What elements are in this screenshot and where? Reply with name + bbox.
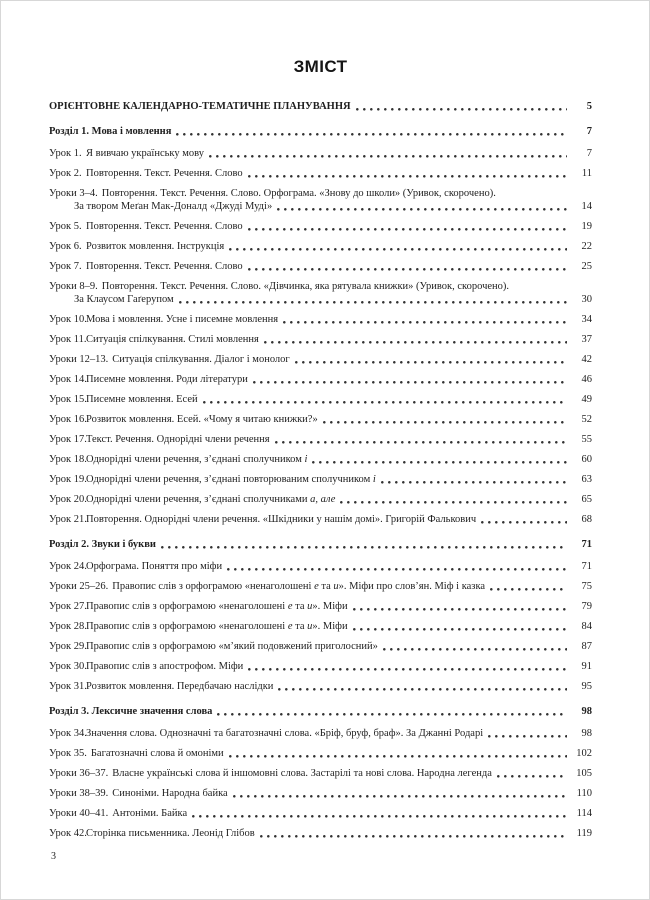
toc-line [49, 727, 592, 740]
dot-leader [227, 568, 567, 571]
lesson-label: Урок 28. [49, 621, 87, 632]
page-number: 3 [51, 851, 56, 862]
toc-line [49, 473, 592, 486]
toc-line [49, 660, 592, 673]
entry-title: Однорідні члени речення, з’єднані повторюваним сполучником і [86, 474, 376, 485]
dot-leader [353, 608, 567, 611]
toc-line [49, 280, 592, 293]
lesson-label: Уроки 36–37. [49, 768, 109, 779]
toc-line [49, 260, 592, 273]
entry-page-number: 87 [581, 641, 592, 652]
entry-title: За Клаусом Гаґерупом [74, 294, 174, 305]
dot-leader [203, 401, 567, 404]
entry-title: Текст. Речення. Однорідні члени речення [86, 434, 270, 445]
lesson-label: Уроки 25–26. [49, 581, 109, 592]
dot-leader [278, 688, 567, 691]
entry-page-number: 19 [581, 221, 592, 232]
entry-page-number: 30 [581, 294, 592, 305]
toc-line [49, 493, 592, 506]
dot-leader [192, 815, 567, 818]
entry-title: Правопис слів з орфограмою «ненаголошені е та и». Міфи [86, 621, 348, 632]
entry-title: Правопис слів з орфограмою «м’який подовжений приголосний» [86, 641, 378, 652]
toc-lesson-row [49, 147, 592, 160]
toc-line [49, 353, 592, 366]
lesson-label: Урок 7. [49, 261, 82, 272]
toc-front-row [49, 100, 592, 113]
toc-line [49, 413, 592, 426]
toc-line [49, 787, 592, 800]
toc-line [49, 453, 592, 466]
dot-leader [497, 775, 567, 778]
lesson-label: Урок 5. [49, 221, 82, 232]
dot-leader [229, 755, 567, 758]
lesson-label: Урок 1. [49, 148, 82, 159]
lesson-label: Урок 24. [49, 561, 87, 572]
entry-title: Розділ 1. Мова і мовлення [49, 126, 172, 137]
dot-leader [233, 795, 567, 798]
entry-page-number: 98 [581, 706, 592, 717]
dot-leader [283, 321, 567, 324]
toc-list [49, 100, 592, 840]
entry-title: Багатозначні слова й омоніми [90, 748, 224, 759]
dot-leader [275, 441, 567, 444]
entry-page-number: 5 [586, 101, 592, 112]
lesson-label: Урок 27. [49, 601, 87, 612]
toc-lesson-row [49, 680, 592, 693]
dot-leader [277, 208, 567, 211]
entry-title: Повторення. Текст. Речення. Слово [86, 221, 243, 232]
toc-section-row [49, 705, 592, 718]
toc-line [49, 167, 592, 180]
toc-line [49, 100, 592, 113]
entry-title: Розділ 3. Лексичне значення слова [49, 706, 213, 717]
toc-line [49, 600, 592, 613]
entry-title: Розвиток мовлення. Інструкція [86, 241, 225, 252]
entry-page-number: 37 [581, 334, 592, 345]
lesson-label: Урок 31. [49, 681, 87, 692]
toc-section-row [49, 125, 592, 138]
dot-leader [179, 301, 567, 304]
lesson-label: Урок 11. [49, 334, 87, 345]
dot-leader [248, 175, 567, 178]
entry-page-number: 42 [581, 354, 592, 365]
toc-lesson-row [49, 787, 592, 800]
lesson-label: Уроки 40–41. [49, 808, 109, 819]
entry-title: Правопис слів з апострофом. Міфи [86, 661, 244, 672]
dot-leader [248, 668, 567, 671]
entry-title: Сторінка письменника. Леонід Глібов [86, 828, 255, 839]
toc-lesson-row [49, 373, 592, 386]
toc-lesson-row [49, 827, 592, 840]
entry-title: ОРІЄНТОВНЕ КАЛЕНДАРНО-ТЕМАТИЧНЕ ПЛАНУВАННЯ [49, 101, 351, 112]
entry-page-number: 114 [576, 808, 592, 819]
entry-page-number: 71 [581, 561, 592, 572]
entry-title: Правопис слів з орфограмою «ненаголошені е та и». Міфи про слов’ян. Міф і казка [112, 581, 486, 592]
dot-leader [312, 461, 567, 464]
toc-line [49, 220, 592, 233]
entry-title: Власне українські слова й іншомовні слова. Застарілі та нові слова. Народна легенда [112, 768, 492, 779]
toc-lesson-row [49, 473, 592, 486]
entry-page-number: 11 [581, 168, 592, 179]
lesson-label: Уроки 38–39. [49, 788, 109, 799]
dot-leader [248, 268, 567, 271]
toc-lesson-row [49, 313, 592, 326]
dot-leader [488, 735, 567, 738]
dot-leader [381, 481, 567, 484]
lesson-label: Уроки 12–13. [49, 354, 109, 365]
dot-leader [248, 228, 567, 231]
toc-line [49, 147, 592, 160]
lesson-label: Урок 10. [49, 314, 87, 325]
entry-title: Антоніми. Байка [112, 808, 188, 819]
toc-line [49, 333, 592, 346]
toc-lesson-row [49, 353, 592, 366]
entry-page-number: 63 [581, 474, 592, 485]
lesson-label: Уроки 8–9. [49, 281, 98, 292]
toc-lesson-row [49, 747, 592, 760]
entry-page-number: 49 [581, 394, 592, 405]
entry-title: Мова і мовлення. Усне і писемне мовлення [86, 314, 279, 325]
entry-page-number: 25 [581, 261, 592, 272]
toc-section-row [49, 538, 592, 551]
toc-line [49, 538, 592, 551]
toc-lesson-row [49, 260, 592, 273]
entry-page-number: 34 [581, 314, 592, 325]
toc-lesson-row [49, 493, 592, 506]
dot-leader [260, 835, 567, 838]
toc-line [49, 187, 592, 200]
dot-leader [229, 248, 567, 251]
toc-line [49, 747, 592, 760]
entry-page-number: 7 [586, 126, 592, 137]
toc-line [49, 125, 592, 138]
lesson-label: Урок 18. [49, 454, 87, 465]
toc-line [49, 680, 592, 693]
entry-title: Ситуація спілкування. Стилі мовлення [86, 334, 259, 345]
dot-leader [295, 361, 567, 364]
entry-page-number: 105 [576, 768, 592, 779]
entry-page-number: 75 [581, 581, 592, 592]
entry-title: Значення слова. Однозначні та багатозначні слова. «Бріф, бруф, браф». За Джанні Родарі [86, 728, 484, 739]
lesson-label: Уроки 3–4. [49, 188, 98, 199]
lesson-label: Урок 29. [49, 641, 87, 652]
toc-line [49, 705, 592, 718]
entry-page-number: 22 [581, 241, 592, 252]
lesson-label: Урок 30. [49, 661, 87, 672]
entry-page-number: 55 [581, 434, 592, 445]
entry-page-number: 98 [581, 728, 592, 739]
lesson-label: Урок 20. [49, 494, 87, 505]
lesson-label: Урок 42. [49, 828, 87, 839]
entry-page-number: 7 [586, 148, 592, 159]
entry-page-number: 119 [576, 828, 592, 839]
toc-lesson-row [49, 333, 592, 346]
entry-page-number: 46 [581, 374, 592, 385]
dot-leader [161, 546, 567, 549]
dot-leader [253, 381, 567, 384]
lesson-label: Урок 16. [49, 414, 87, 425]
entry-page-number: 84 [581, 621, 592, 632]
toc-lesson-row [49, 640, 592, 653]
toc-line [49, 313, 592, 326]
entry-page-number: 60 [581, 454, 592, 465]
toc-lesson-row [49, 280, 592, 306]
toc-line [49, 560, 592, 573]
dot-leader [176, 133, 567, 136]
entry-title: Розвиток мовлення. Передбачаю наслідки [86, 681, 274, 692]
dot-leader [490, 588, 567, 591]
entry-page-number: 79 [581, 601, 592, 612]
entry-title: Ситуація спілкування. Діалог і монолог [112, 354, 290, 365]
toc-lesson-row [49, 580, 592, 593]
dot-leader [209, 155, 567, 158]
entry-title: Розділ 2. Звуки і букви [49, 539, 156, 550]
toc-lesson-row [49, 660, 592, 673]
dot-leader [323, 421, 567, 424]
entry-title: Повторення. Текст. Речення. Слово. Орфограма. «Знову до школи» (Уривок, скорочено). [101, 188, 496, 199]
entry-title: Повторення. Текст. Речення. Слово. «Дівчинка, яка рятувала книжки» (Уривок, скорочено). [101, 281, 510, 292]
toc-lesson-row [49, 807, 592, 820]
toc-line [49, 807, 592, 820]
entry-title: Синоніми. Народна байка [112, 788, 228, 799]
toc-line [49, 200, 592, 213]
entry-title: Писемне мовлення. Роди літератури [86, 374, 248, 385]
entry-title: Однорідні члени речення, з’єднані сполучником і [86, 454, 308, 465]
lesson-label: Урок 19. [49, 474, 87, 485]
toc-line [49, 373, 592, 386]
toc-lesson-row [49, 240, 592, 253]
toc-lesson-row [49, 167, 592, 180]
entry-page-number: 91 [581, 661, 592, 672]
toc-line [49, 767, 592, 780]
lesson-label: Урок 6. [49, 241, 82, 252]
toc-lesson-row [49, 453, 592, 466]
entry-title: Однорідні члени речення, з’єднані сполучниками а, але [86, 494, 336, 505]
toc-line [49, 580, 592, 593]
toc-lesson-row [49, 513, 592, 526]
page-title: ЗМІСТ [293, 57, 348, 76]
toc-line [49, 640, 592, 653]
dot-leader [356, 108, 567, 111]
dot-leader [383, 648, 567, 651]
toc-lesson-row [49, 620, 592, 633]
entry-title: Повторення. Однорідні члени речення. «Шкідники у нашім домі». Григорій Фалькович [86, 514, 477, 525]
toc-lesson-row [49, 220, 592, 233]
dot-leader [481, 521, 567, 524]
toc-lesson-row [49, 560, 592, 573]
toc-lesson-row [49, 767, 592, 780]
lesson-label: Урок 35. [49, 748, 87, 759]
toc-line [49, 620, 592, 633]
entry-title: Писемне мовлення. Есей [86, 394, 198, 405]
toc-line [49, 433, 592, 446]
toc-lesson-row [49, 727, 592, 740]
toc-line [49, 513, 592, 526]
lesson-label: Урок 17. [49, 434, 87, 445]
toc-line [49, 293, 592, 306]
lesson-label: Урок 34. [49, 728, 87, 739]
entry-page-number: 14 [581, 201, 592, 212]
dot-leader [217, 713, 567, 716]
entry-title: За твором Меґан Мак-Доналд «Джуді Муді» [74, 201, 273, 212]
entry-title: Повторення. Текст. Речення. Слово [86, 261, 243, 272]
toc-lesson-row [49, 433, 592, 446]
entry-page-number: 95 [581, 681, 592, 692]
entry-title: Орфограма. Поняття про міфи [86, 561, 223, 572]
entry-title: Розвиток мовлення. Есей. «Чому я читаю книжки?» [86, 414, 318, 425]
toc-lesson-row [49, 393, 592, 406]
lesson-label: Урок 2. [49, 168, 82, 179]
toc-lesson-row [49, 187, 592, 213]
entry-page-number: 110 [576, 788, 592, 799]
entry-page-number: 102 [576, 748, 592, 759]
toc-line [49, 827, 592, 840]
entry-page-number: 68 [581, 514, 592, 525]
entry-page-number: 65 [581, 494, 592, 505]
dot-leader [340, 501, 567, 504]
lesson-label: Урок 21. [49, 514, 87, 525]
dot-leader [264, 341, 567, 344]
lesson-label: Урок 14. [49, 374, 87, 385]
entry-page-number: 71 [581, 539, 592, 550]
toc-lesson-row [49, 600, 592, 613]
entry-title: Правопис слів з орфограмою «ненаголошені е та и». Міфи [86, 601, 348, 612]
toc-line [49, 240, 592, 253]
lesson-label: Урок 15. [49, 394, 87, 405]
toc-line [49, 393, 592, 406]
entry-title: Повторення. Текст. Речення. Слово [86, 168, 243, 179]
dot-leader [353, 628, 567, 631]
entry-page-number: 52 [581, 414, 592, 425]
toc-lesson-row [49, 413, 592, 426]
entry-title: Я вивчаю українську мову [86, 148, 204, 159]
